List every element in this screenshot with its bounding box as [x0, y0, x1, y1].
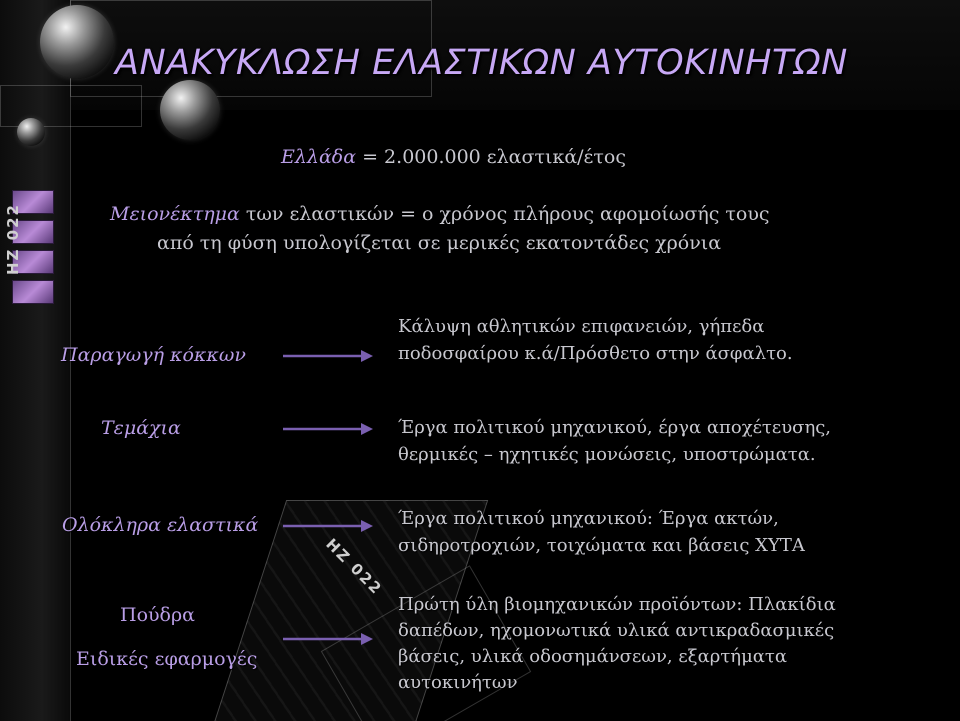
greece-line: [281, 146, 626, 168]
desc-line: βάσεις, υλικά οδοσημάνσεων, εξαρτήματα: [398, 646, 788, 667]
row-label-powder: Πούδρα: [120, 604, 195, 626]
desc-line: ποδοσφαίρου κ.ά/Πρόσθετο στην άσφαλτο.: [398, 343, 793, 364]
greece-label: Ελλάδα: [281, 146, 357, 168]
row-desc-pieces: [398, 414, 831, 468]
arrow-right-icon: [283, 632, 373, 646]
drawback-line: [110, 203, 770, 225]
decor-label: HZ 022: [322, 535, 386, 599]
arrow-right-icon: [283, 519, 373, 533]
desc-line: Πρώτη ύλη βιομηχανικών προϊόντων: Πλακίδια: [398, 594, 836, 615]
desc-line: Κάλυψη αθλητικών επιφανειών, γήπεδα: [398, 316, 765, 337]
desc-line: δαπέδων, ηχομονωτικά υλικά αντικραδασμικές: [398, 620, 835, 641]
arrow-right-icon: [283, 349, 373, 363]
row-desc-whole-tires: [398, 505, 805, 559]
row-desc-powder: [398, 592, 836, 696]
drawback-text: των ελαστικών = ο χρόνος πλήρους αφομοίωσής τους: [239, 203, 770, 225]
row-label-pieces: Τεμάχια: [101, 417, 181, 439]
desc-line: Έργα πολιτικού μηχανικού: Έργα ακτών,: [398, 508, 779, 529]
row-label-whole-tires: Ολόκληρα ελαστικά: [62, 514, 259, 536]
decor-label: HZ 022: [4, 203, 22, 275]
sphere-decoration-icon: [40, 5, 114, 79]
desc-line: θερμικές – ηχητικές μονώσεις, υποστρώματα.: [398, 444, 816, 465]
row-desc-granules: [398, 313, 793, 367]
row-label-special-uses: Ειδικές εφαρμογές: [76, 648, 258, 670]
arrow-right-icon: [283, 422, 373, 436]
greece-value: = 2.000.000 ελαστικά/έτος: [356, 146, 626, 168]
sphere-decoration-icon: [17, 118, 45, 146]
sphere-decoration-icon: [160, 80, 220, 140]
row-label-granules: Παραγωγή κόκκων: [61, 344, 246, 366]
drawback-line-2: από τη φύση υπολογίζεται σε μερικές εκατοντάδες χρόνια: [157, 232, 722, 254]
desc-line: Έργα πολιτικού μηχανικού, έργα αποχέτευσης,: [398, 417, 832, 438]
slide-title: ΑΝΑΚΥΚΛΩΣΗ ΕΛΑΣΤΙΚΩΝ ΑΥΤΟΚΙΝΗΤΩΝ: [115, 43, 848, 83]
drawback-label: Μειονέκτημα: [110, 203, 240, 225]
desc-line: αυτοκινήτων: [398, 672, 518, 693]
desc-line: σιδηροτροχιών, τοιχώματα και βάσεις ΧΥΤΑ: [398, 535, 805, 556]
